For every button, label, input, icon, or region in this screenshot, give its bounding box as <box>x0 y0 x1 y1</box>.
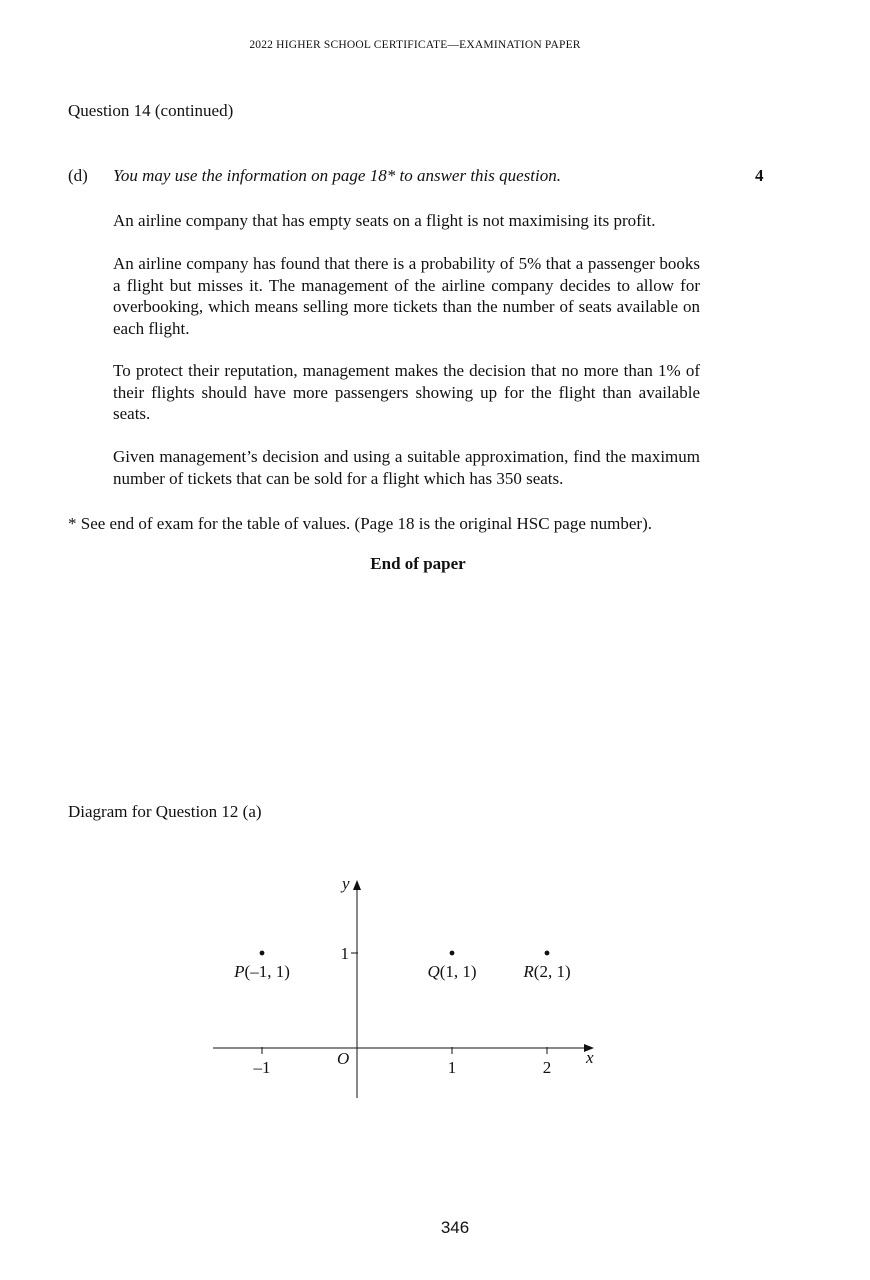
point-coords: (1, 1) <box>439 962 477 981</box>
x-tick-label: –1 <box>253 1058 271 1077</box>
question-paragraph: To protect their reputation, management makes the decision that no more than 1% of their flights should have more passengers showing up for the flight than available seats. <box>113 361 700 423</box>
end-of-paper: End of paper <box>370 554 466 573</box>
point-label <box>233 962 290 981</box>
point-coords: (2, 1) <box>533 962 571 981</box>
marks-value: 4 <box>755 166 764 185</box>
point-marker <box>545 951 550 956</box>
running-header: 2022 HIGHER SCHOOL CERTIFICATE—EXAMINATION PAPER <box>249 39 581 51</box>
part-instruction: You may use the information on page 18* to answer this question. <box>113 166 561 185</box>
x-axis-label: x <box>586 1048 594 1067</box>
y-tick-label: 1 <box>340 944 349 963</box>
question-heading: Question 14 (continued) <box>68 101 234 120</box>
point-name: P <box>234 962 245 981</box>
question-paragraph: An airline company has found that there is a probability of 5% that a passenger books a flight but misses it. The management of the airline company decides to allow for overbooking, which means selling more tickets than the number of seats available on each flight. <box>113 254 700 338</box>
question-paragraph: An airline company that has empty seats on a flight is not maximising its profit. <box>113 211 656 230</box>
point-name: R <box>523 962 534 981</box>
page-number: 346 <box>440 1218 470 1237</box>
part-label: (d) <box>68 166 88 185</box>
coordinate-diagram <box>200 860 620 1110</box>
question-paragraph: Given management’s decision and using a suitable approximation, find the maximum number of tickets that can be sold for a flight which has 350 seats. <box>113 447 700 488</box>
point-marker <box>260 951 265 956</box>
origin-label: O <box>337 1049 350 1068</box>
x-tick-label: 2 <box>542 1058 552 1077</box>
point-name: Q <box>427 962 440 981</box>
footnote: * See end of exam for the table of values. (Page 18 is the original HSC page number). <box>68 514 652 533</box>
point-label <box>522 962 570 981</box>
x-tick-label: 1 <box>447 1058 457 1077</box>
point-label <box>427 962 476 981</box>
diagram-caption: Diagram for Question 12 (a) <box>68 802 262 821</box>
point-coords: (–1, 1) <box>244 962 290 981</box>
y-axis-label: y <box>342 874 350 893</box>
point-marker <box>450 951 455 956</box>
